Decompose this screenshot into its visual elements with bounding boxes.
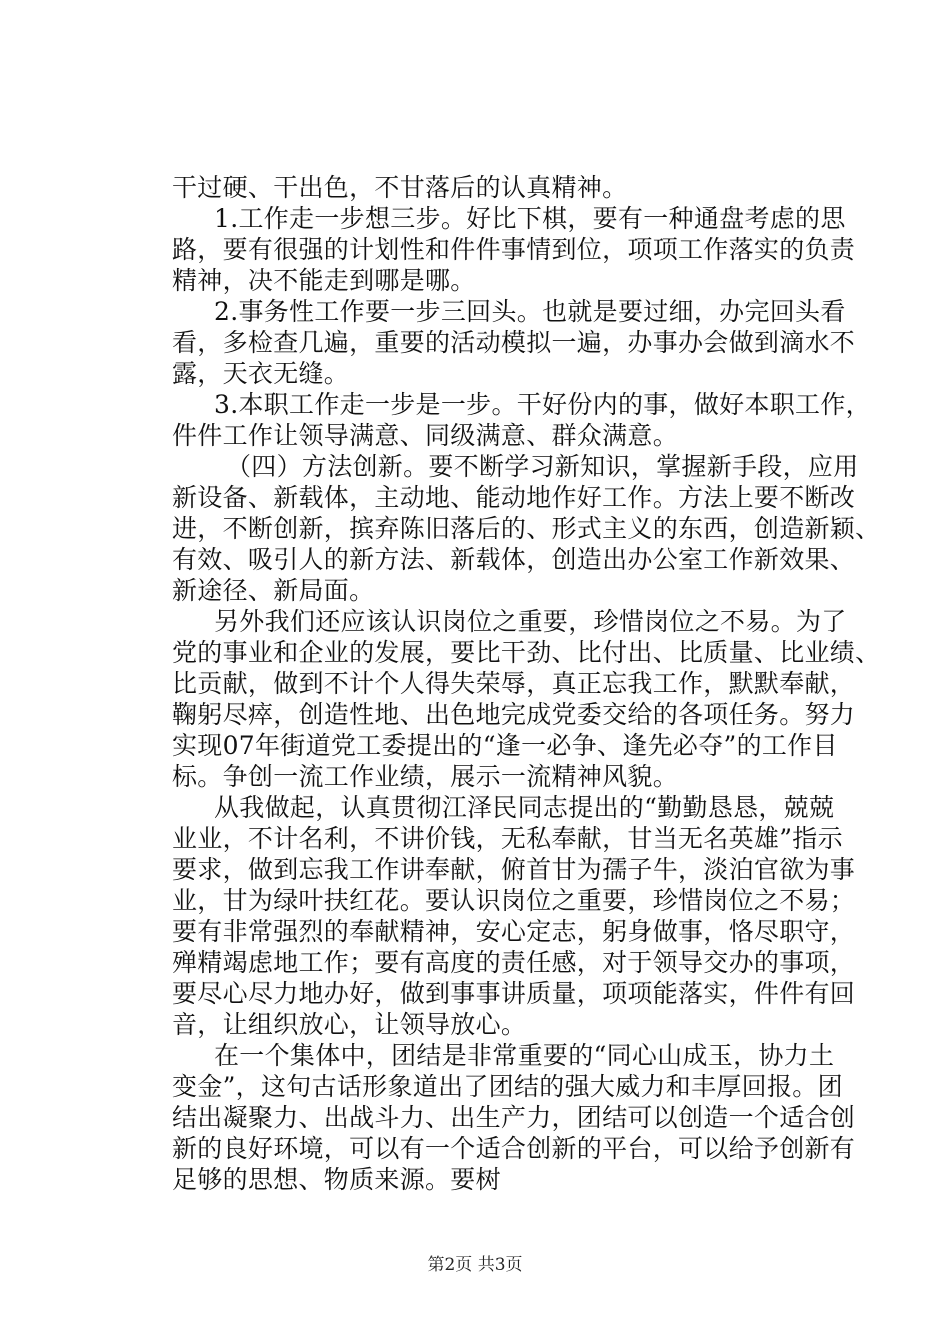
text-line: 新设备、新载体，主动地、能动地作好工作。方法上要不断改 — [172, 483, 856, 512]
text-line: 精神，决不能走到哪是哪。 — [172, 266, 476, 295]
text-line: 看，多检查几遍，重要的活动模拟一遍，办事办会做到滴水不 — [172, 328, 856, 357]
text-line: 新途径、新局面。 — [172, 576, 375, 605]
text-line: 3.本职工作走一步是一步。干好份内的事，做好本职工作， — [214, 390, 871, 419]
text-line: 干过硬、干出色，不甘落后的认真精神。 — [172, 173, 628, 202]
text-line: 露，天衣无缝。 — [172, 359, 350, 388]
text-line: 音，让组织放心，让领导放心。 — [172, 1010, 527, 1039]
text-line: 结出凝聚力、出战斗力、出生产力，团结可以创造一个适合创 — [172, 1103, 856, 1132]
text-line: 变金”，这句古话形象道出了团结的强大威力和丰厚回报。团 — [172, 1072, 843, 1101]
text-line: 鞠躬尽瘁，创造性地、出色地完成党委交给的各项任务。努力 — [172, 700, 856, 729]
text-line: 另外我们还应该认识岗位之重要，珍惜岗位之不易。为了 — [214, 607, 847, 636]
text-line: 足够的思想、物质来源。要树 — [172, 1165, 501, 1194]
text-line: 1.工作走一步想三步。好比下棋，要有一种通盘考虑的思 — [214, 204, 846, 233]
text-line: 要尽心尽力地办好，做到事事讲质量，项项能落实，件件有回 — [172, 979, 856, 1008]
text-line: 要有非常强烈的奉献精神，安心定志，躬身做事，恪尽职守， — [172, 917, 856, 946]
text-line: 业业，不计名利，不讲价钱，无私奉献，甘当无名英雄”指示 — [172, 824, 843, 853]
text-line: 比贡献，做到不计个人得失荣辱，真正忘我工作，默默奉献， — [172, 669, 856, 698]
text-line: 件件工作让领导满意、同级满意、群众满意。 — [172, 421, 679, 450]
text-line: 新的良好环境，可以有一个适合创新的平台，可以给予创新有 — [172, 1134, 856, 1163]
text-line: 殚精竭虑地工作；要有高度的责任感，对于领导交办的事项， — [172, 948, 856, 977]
document-body — [172, 172, 881, 1195]
text-line: 要求，做到忘我工作讲奉献，俯首甘为孺子牛，淡泊官欲为事 — [172, 855, 856, 884]
text-line: 2.事务性工作要一步三回头。也就是要过细，办完回头看 — [214, 297, 846, 326]
text-line: 标。争创一流工作业绩，展示一流精神风貌。 — [172, 762, 679, 791]
page-number-footer: 第2页 共3页 — [427, 1255, 523, 1275]
text-line: 党的事业和企业的发展，要比干劲、比付出、比质量、比业绩、 — [172, 638, 881, 667]
text-line: 在一个集体中，团结是非常重要的“同心山成玉，协力土 — [214, 1041, 835, 1070]
text-line: 有效、吸引人的新方法、新载体，创造出办公室工作新效果、 — [172, 545, 856, 574]
text-line: 实现07年街道党工委提出的“逢一必争、逢先必夺”的工作目 — [172, 731, 838, 760]
text-line: （四）方法创新。要不断学习新知识，掌握新手段，应用 — [226, 452, 859, 481]
text-line: 进，不断创新，摈弃陈旧落后的、形式主义的东西，创造新颖、 — [172, 514, 881, 543]
text-line: 业，甘为绿叶扶红花。要认识岗位之重要，珍惜岗位之不易； — [172, 886, 856, 915]
text-line: 从我做起，认真贯彻江泽民同志提出的“勤勤恳恳，兢兢 — [214, 793, 835, 822]
text-line: 路，要有很强的计划性和件件事情到位，项项工作落实的负责 — [172, 235, 856, 264]
